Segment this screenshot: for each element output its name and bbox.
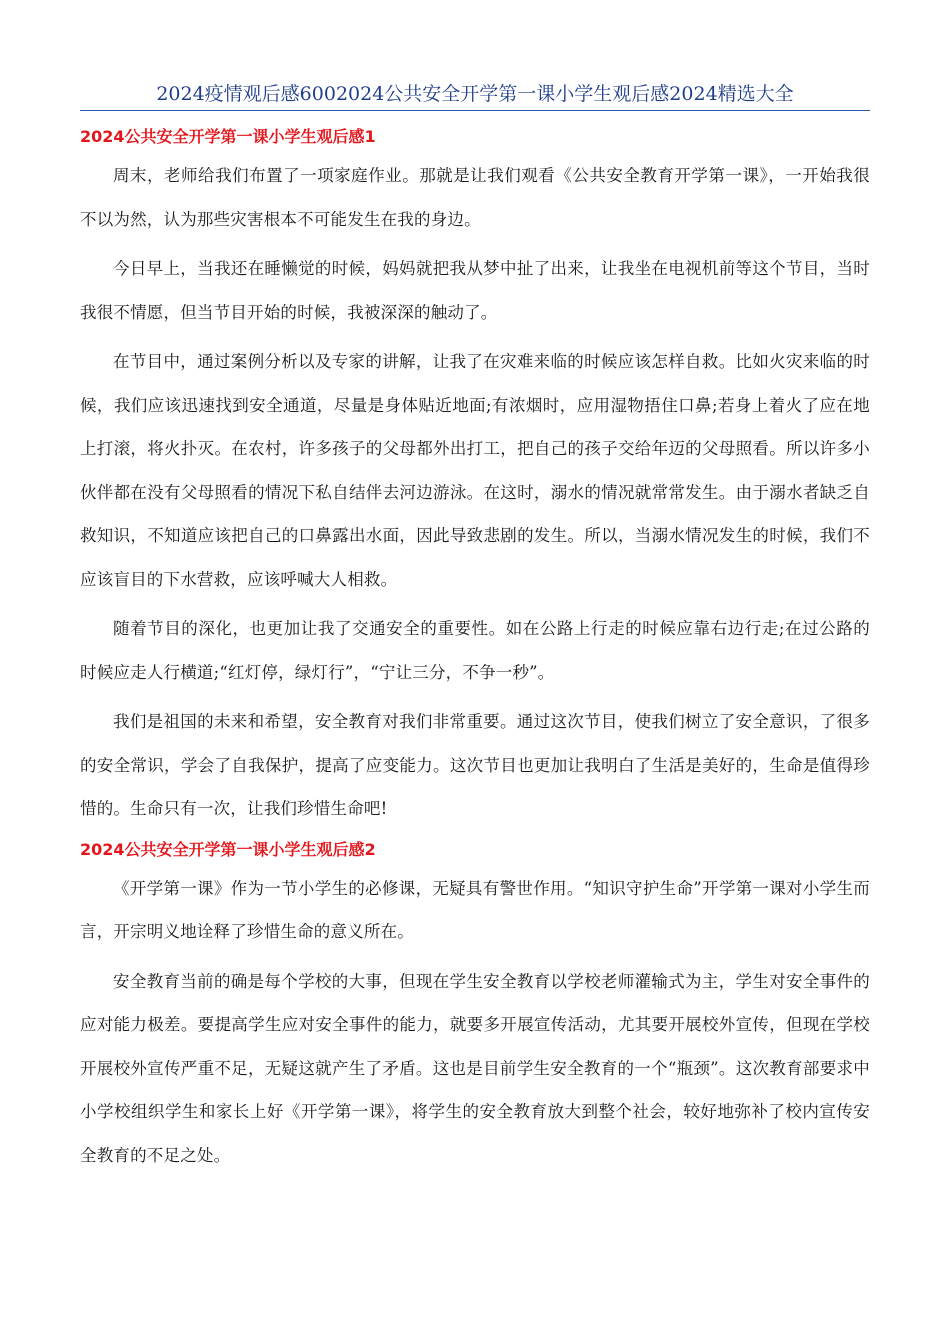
paragraph: 在节目中，通过案例分析以及专家的讲解，让我了在灾难来临的时候应该怎样自救。比如火灾来临的时候，我们应该迅速找到安全通道，尽量是身体贴近地面;有浓烟时，应用湿物捂住口鼻;若身上着火了应在地上打滚，将火扑灭。在农村，许多孩子的父母都外出打工，把自己的孩子交给年迈的父母照看。所以许多小伙伴都在没有父母照看的情况下私自结伴去河边游泳。在这时，溺水的情况就常常发生。由于溺水者缺乏自救知识，不知道应该把自己的口鼻露出水面，因此导致悲剧的发生。所以，当溺水情况发生的时候，我们不应该盲目的下水营救，应该呼喊大人相救。	[80, 352, 870, 589]
paragraph: 今日早上，当我还在睡懒觉的时候，妈妈就把我从梦中扯了出来，让我坐在电视机前等这个节目，当时我很不情愿，但当节目开始的时候，我被深深的触动了。	[80, 259, 870, 322]
paragraph: 我们是祖国的未来和希望，安全教育对我们非常重要。通过这次节目，使我们树立了安全意识，了很多的安全常识，学会了自我保护，提高了应变能力。这次节目也更加让我明白了生活是美好的，生命是值得珍惜的。生命只有一次，让我们珍惜生命吧!	[80, 712, 870, 818]
paragraph: 《开学第一课》作为一节小学生的必修课，无疑具有警世作用。“知识守护生命”开学第一课对小学生而言，开宗明义地诠释了珍惜生命的意义所在。	[80, 878, 870, 941]
section-1	[80, 124, 870, 831]
section-2	[80, 837, 870, 1178]
paragraph: 随着节目的深化，也更加让我了交通安全的重要性。如在公路上行走的时候应靠右边行走;在过公路的时候应走人行横道;“红灯停，绿灯行”，“宁让三分，不争一秒”。	[80, 619, 870, 682]
paragraph: 安全教育当前的确是每个学校的大事，但现在学生安全教育以学校老师灌输式为主，学生对安全事件的应对能力极差。要提高学生应对安全事件的能力，就要多开展宣传活动，尤其要开展校外宣传，但现在学校开展校外宣传严重不足，无疑这就产生了矛盾。这也是目前学生安全教育的一个“瓶颈”。这次教育部要求中小学校组织学生和家长上好《开学第一课》，将学生的安全教育放大到整个社会，较好地弥补了校内宣传安全教育的不足之处。	[80, 971, 870, 1165]
document-body	[80, 124, 870, 1183]
section-heading: 2024公共安全开学第一课小学生观后感1	[80, 127, 376, 146]
page-title: 2024疫情观后感6002024公共安全开学第一课小学生观后感2024精选大全	[80, 80, 870, 111]
section-heading: 2024公共安全开学第一课小学生观后感2	[80, 839, 376, 859]
paragraph: 周末，老师给我们布置了一项家庭作业。那就是让我们观看《公共安全教育开学第一课》，一开始我很不以为然，认为那些灾害根本不可能发生在我的身边。	[80, 166, 870, 229]
